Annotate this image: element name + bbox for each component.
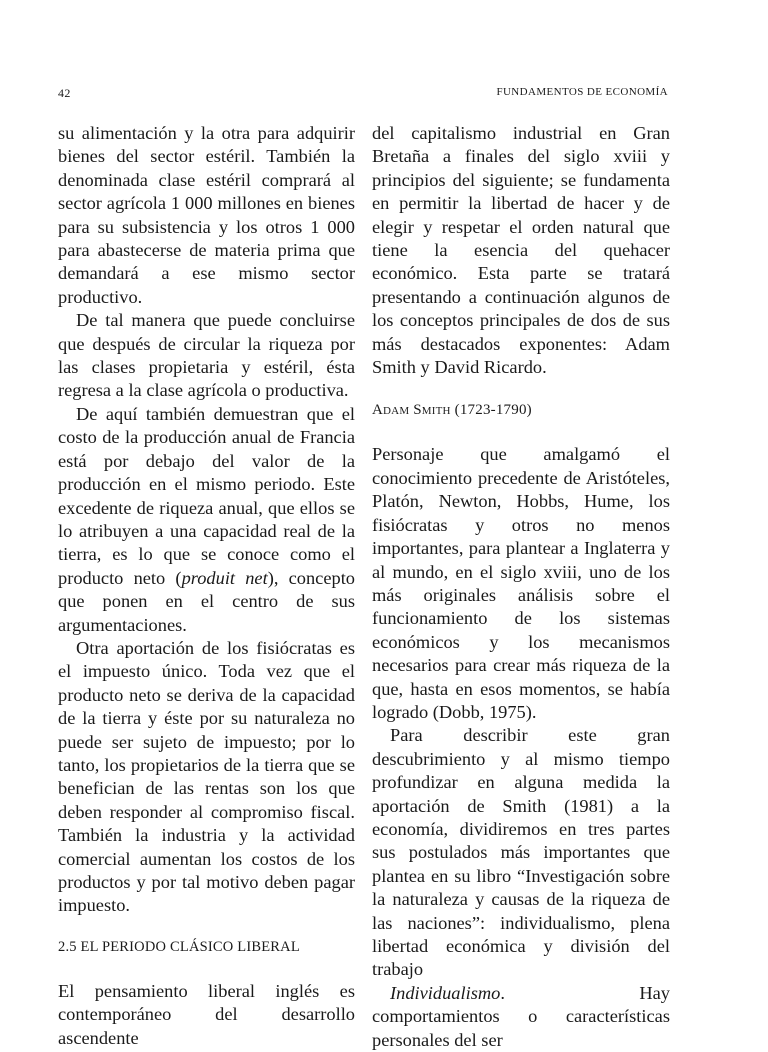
paragraph: El pensamiento liberal inglés es contemporáneo del desarrollo ascendente — [58, 980, 355, 1048]
section-heading: 2.5 EL PERIODO CLÁSICO LIBERAL — [58, 938, 300, 955]
paragraph: Otra aportación de los fisiócratas es el impuesto único. Toda vez que el producto neto se deriva de la capacidad de la tierra y éste por su naturaleza no puede ser sujeto de impuesto; por lo tanto, los propietarios de la tierra que se benefician de las rentas son los que deben responder al compromiso fiscal. También la industria y la actividad comercial aumentan los costos de los productos y por tal motivo deben pagar impuesto. — [58, 637, 355, 916]
left-column — [58, 122, 355, 1050]
paragraph: De aquí también demuestran que el costo de la producción anual de Francia está por debajo del valor de la producción en el mismo periodo. Este excedente de riqueza anual, que ellos se lo atribuyen a una capacidad real de la tierra, es lo que se conoce como el producto neto (produit net), concepto que ponen en el centro de sus argumentaciones. — [58, 403, 355, 635]
paragraph: del capitalismo industrial en Gran Bretaña a finales del siglo xviii y principios del siguiente; se fundamenta en permitir la libertad de hacer y de elegir y respetar el orden natural que tiene la esencia del quehacer económico. Esta parte se tratará presentando a continuación algunos de los conceptos principales de dos de sus más destacados exponentes: Adam Smith y David Ricardo. — [372, 123, 670, 378]
emphasis: produit net — [181, 567, 268, 588]
paragraph: Personaje que amalgamó el conocimiento precedente de Aristóteles, Platón, Newton, Hobbs, Hume, los fisiócratas y otros no menos importantes, para plantear a Inglaterra y al mundo, en el siglo xviii, uno de los más originales análisis sobre el funcionamiento de los sistemas económicos y los mecanismos necesarios para crear más riqueza de la que, hasta en esos momentos, se había logrado (Dobb, 1975). — [372, 444, 670, 722]
paragraph: De tal manera que puede concluirse que después de circular la riqueza por las clases propietaria y estéril, ésta regresa a la clase agrícola o productiva. — [58, 310, 355, 401]
paragraph: su alimentación y la otra para adquirir bienes del sector estéril. También la denominada clase estéril comprará al sector agrícola 1 000 millones en bienes para su subsistencia y los otros 1 000 para abastecerse de materia prima que demandará a ese mismo sector productivo. — [58, 123, 355, 307]
emphasis: Individualismo — [390, 982, 501, 1003]
paragraph: Para describir este gran descubrimiento y al mismo tiempo profundizar en alguna medida la aportación de Smith (1981) a la economía, dividiremos en tres partes sus postulados más importantes que plantea en su libro “Investigación sobre la naturaleza y causas de la riqueza de las naciones”: individualismo, plena libertad económica y división del trabajo — [372, 725, 670, 980]
subsection-heading: Adam Smith (1723-1790) — [372, 402, 532, 419]
paragraph: Individualismo. Hay comportamientos o características personales del ser — [372, 982, 670, 1050]
running-head: FUNDAMENTOS DE ECONOMÍA — [496, 86, 668, 98]
right-column — [372, 122, 670, 1052]
page-number: 42 — [58, 86, 71, 100]
